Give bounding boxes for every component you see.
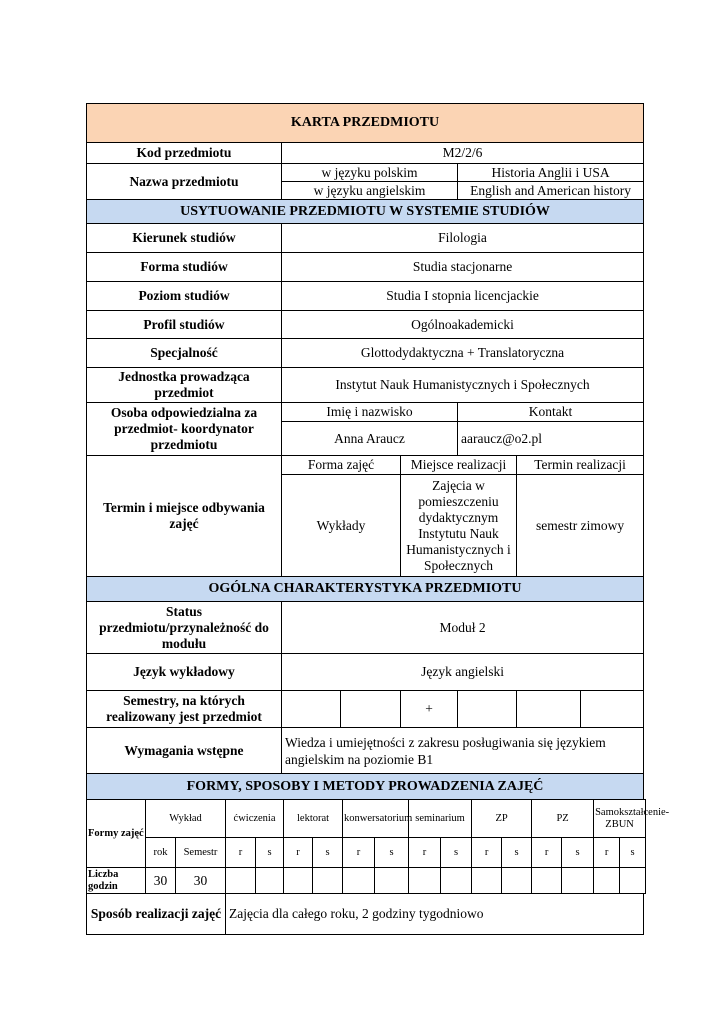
- semester-mark: [581, 691, 644, 727]
- sub-header: Semestr: [176, 838, 226, 868]
- semester-mark-pair: [517, 691, 644, 728]
- field-value: Ogólnoakademicki: [282, 311, 644, 339]
- form-header: Samokształcenie-ZBUN: [594, 800, 646, 838]
- hours-cell: [375, 868, 409, 894]
- field-label: Poziom studiów: [87, 282, 282, 311]
- schedule-form-header: Forma zajęć: [282, 456, 401, 475]
- semester-mark: +: [401, 691, 458, 728]
- coordinator-name: Anna Araucz: [282, 422, 458, 456]
- form-header: ćwiczenia: [226, 800, 284, 838]
- hours-cell: [562, 868, 594, 894]
- field-label: Specjalność: [87, 339, 282, 368]
- hours-cell: [256, 868, 284, 894]
- course-name-en-label: w języku angielskim: [282, 182, 458, 200]
- semester-mark: [458, 691, 517, 728]
- sub-header: r: [532, 838, 562, 868]
- hours-cell: [226, 868, 256, 894]
- hours-cell: [313, 868, 343, 894]
- field-label: Jednostka prowadząca przedmiot: [87, 368, 282, 403]
- realization-value: Zajęcia dla całego roku, 2 godziny tygodniowo: [226, 894, 644, 935]
- course-code-label: Kod przedmiotu: [87, 143, 282, 164]
- status-label: Status przedmiotu/przynależność do modułu: [87, 602, 282, 654]
- sub-header: s: [313, 838, 343, 868]
- schedule-form: Wykłady: [282, 475, 401, 577]
- forms-label: Formy zajęć: [87, 800, 146, 868]
- form-header: ZP: [472, 800, 532, 838]
- sub-header: s: [441, 838, 472, 868]
- sub-header: r: [472, 838, 502, 868]
- course-name-en: English and American history: [458, 182, 644, 200]
- coordinator-label: Osoba odpowiedzialna za przedmiot- koordynator przedmiotu: [87, 403, 282, 456]
- course-name-label: Nazwa przedmiotu: [87, 164, 282, 200]
- field-value: Studia I stopnia licencjackie: [282, 282, 644, 311]
- schedule-place: Zajęcia w pomieszczeniu dydaktycznym Instytutu Nauk Humanistycznych i Społecznych: [401, 475, 517, 577]
- coordinator-contact-header: Kontakt: [458, 403, 644, 422]
- schedule-term: semestr zimowy: [517, 475, 644, 577]
- realization-table: [86, 893, 644, 935]
- sub-header: r: [409, 838, 441, 868]
- card-title: KARTA PRZEDMIOTU: [87, 104, 644, 143]
- field-value: Studia stacjonarne: [282, 253, 644, 282]
- semesters-label: Semestry, na których realizowany jest przedmiot: [87, 691, 282, 728]
- form-header: konwersatorium: [343, 800, 409, 838]
- hours-cell: [343, 868, 375, 894]
- section-placement-heading: USYTUOWANIE PRZEDMIOTU W SYSTEMIE STUDIÓW: [87, 200, 644, 224]
- section-forms-heading: FORMY, SPOSOBY I METODY PROWADZENIA ZAJĘĆ: [87, 774, 644, 800]
- language-value: Język angielski: [282, 654, 644, 691]
- hours-cell: [532, 868, 562, 894]
- semester-mark: [517, 691, 581, 727]
- form-header: Wykład: [146, 800, 226, 838]
- hours-cell: [409, 868, 441, 894]
- sub-header: r: [284, 838, 313, 868]
- course-name-pl: Historia Anglii i USA: [458, 164, 644, 182]
- hours-cell: [472, 868, 502, 894]
- sub-header: s: [562, 838, 594, 868]
- forms-table: [86, 799, 670, 894]
- hours-cell: [594, 868, 620, 894]
- sub-header: r: [226, 838, 256, 868]
- course-card: [86, 103, 670, 935]
- sub-header: rok: [146, 838, 176, 868]
- sub-header: s: [620, 838, 646, 868]
- course-name-pl-label: w języku polskim: [282, 164, 458, 182]
- hours-cell: [502, 868, 532, 894]
- section-general-heading: OGÓLNA CHARAKTERYSTYKA PRZEDMIOTU: [87, 577, 644, 602]
- field-value: Filologia: [282, 224, 644, 253]
- hours-cell: [284, 868, 313, 894]
- course-code-value: M2/2/6: [282, 143, 644, 164]
- sub-header: s: [256, 838, 284, 868]
- field-value: Glottodydaktyczna + Translatoryczna: [282, 339, 644, 368]
- requirements-value: Wiedza i umiejętności z zakresu posługiwania się językiem angielskim na poziomie B1: [282, 728, 644, 774]
- semester-mark: [341, 691, 401, 728]
- field-label: Kierunek studiów: [87, 224, 282, 253]
- coordinator-name-header: Imię i nazwisko: [282, 403, 458, 422]
- hours-cell: 30: [146, 868, 176, 894]
- form-header: lektorat: [284, 800, 343, 838]
- field-label: Forma studiów: [87, 253, 282, 282]
- coordinator-contact: aaraucz@o2.pl: [458, 422, 644, 456]
- schedule-label: Termin i miejsce odbywania zajęć: [87, 456, 282, 577]
- sub-header: r: [594, 838, 620, 868]
- hours-label: Liczba godzin: [87, 868, 146, 894]
- sub-header: s: [375, 838, 409, 868]
- sub-header: r: [343, 838, 375, 868]
- hours-cell: 30: [176, 868, 226, 894]
- form-header: seminarium: [409, 800, 472, 838]
- realization-label: Sposób realizacji zajęć: [87, 894, 226, 935]
- sub-header: s: [502, 838, 532, 868]
- semester-mark: [282, 691, 341, 728]
- field-label: Profil studiów: [87, 311, 282, 339]
- hours-cell: [441, 868, 472, 894]
- schedule-term-header: Termin realizacji: [517, 456, 644, 475]
- hours-cell: [620, 868, 646, 894]
- form-header: PZ: [532, 800, 594, 838]
- status-value: Moduł 2: [282, 602, 644, 654]
- field-value: Instytut Nauk Humanistycznych i Społecznych: [282, 368, 644, 403]
- course-card-main-table: [86, 103, 644, 800]
- requirements-label: Wymagania wstępne: [87, 728, 282, 774]
- language-label: Język wykładowy: [87, 654, 282, 691]
- schedule-place-header: Miejsce realizacji: [401, 456, 517, 475]
